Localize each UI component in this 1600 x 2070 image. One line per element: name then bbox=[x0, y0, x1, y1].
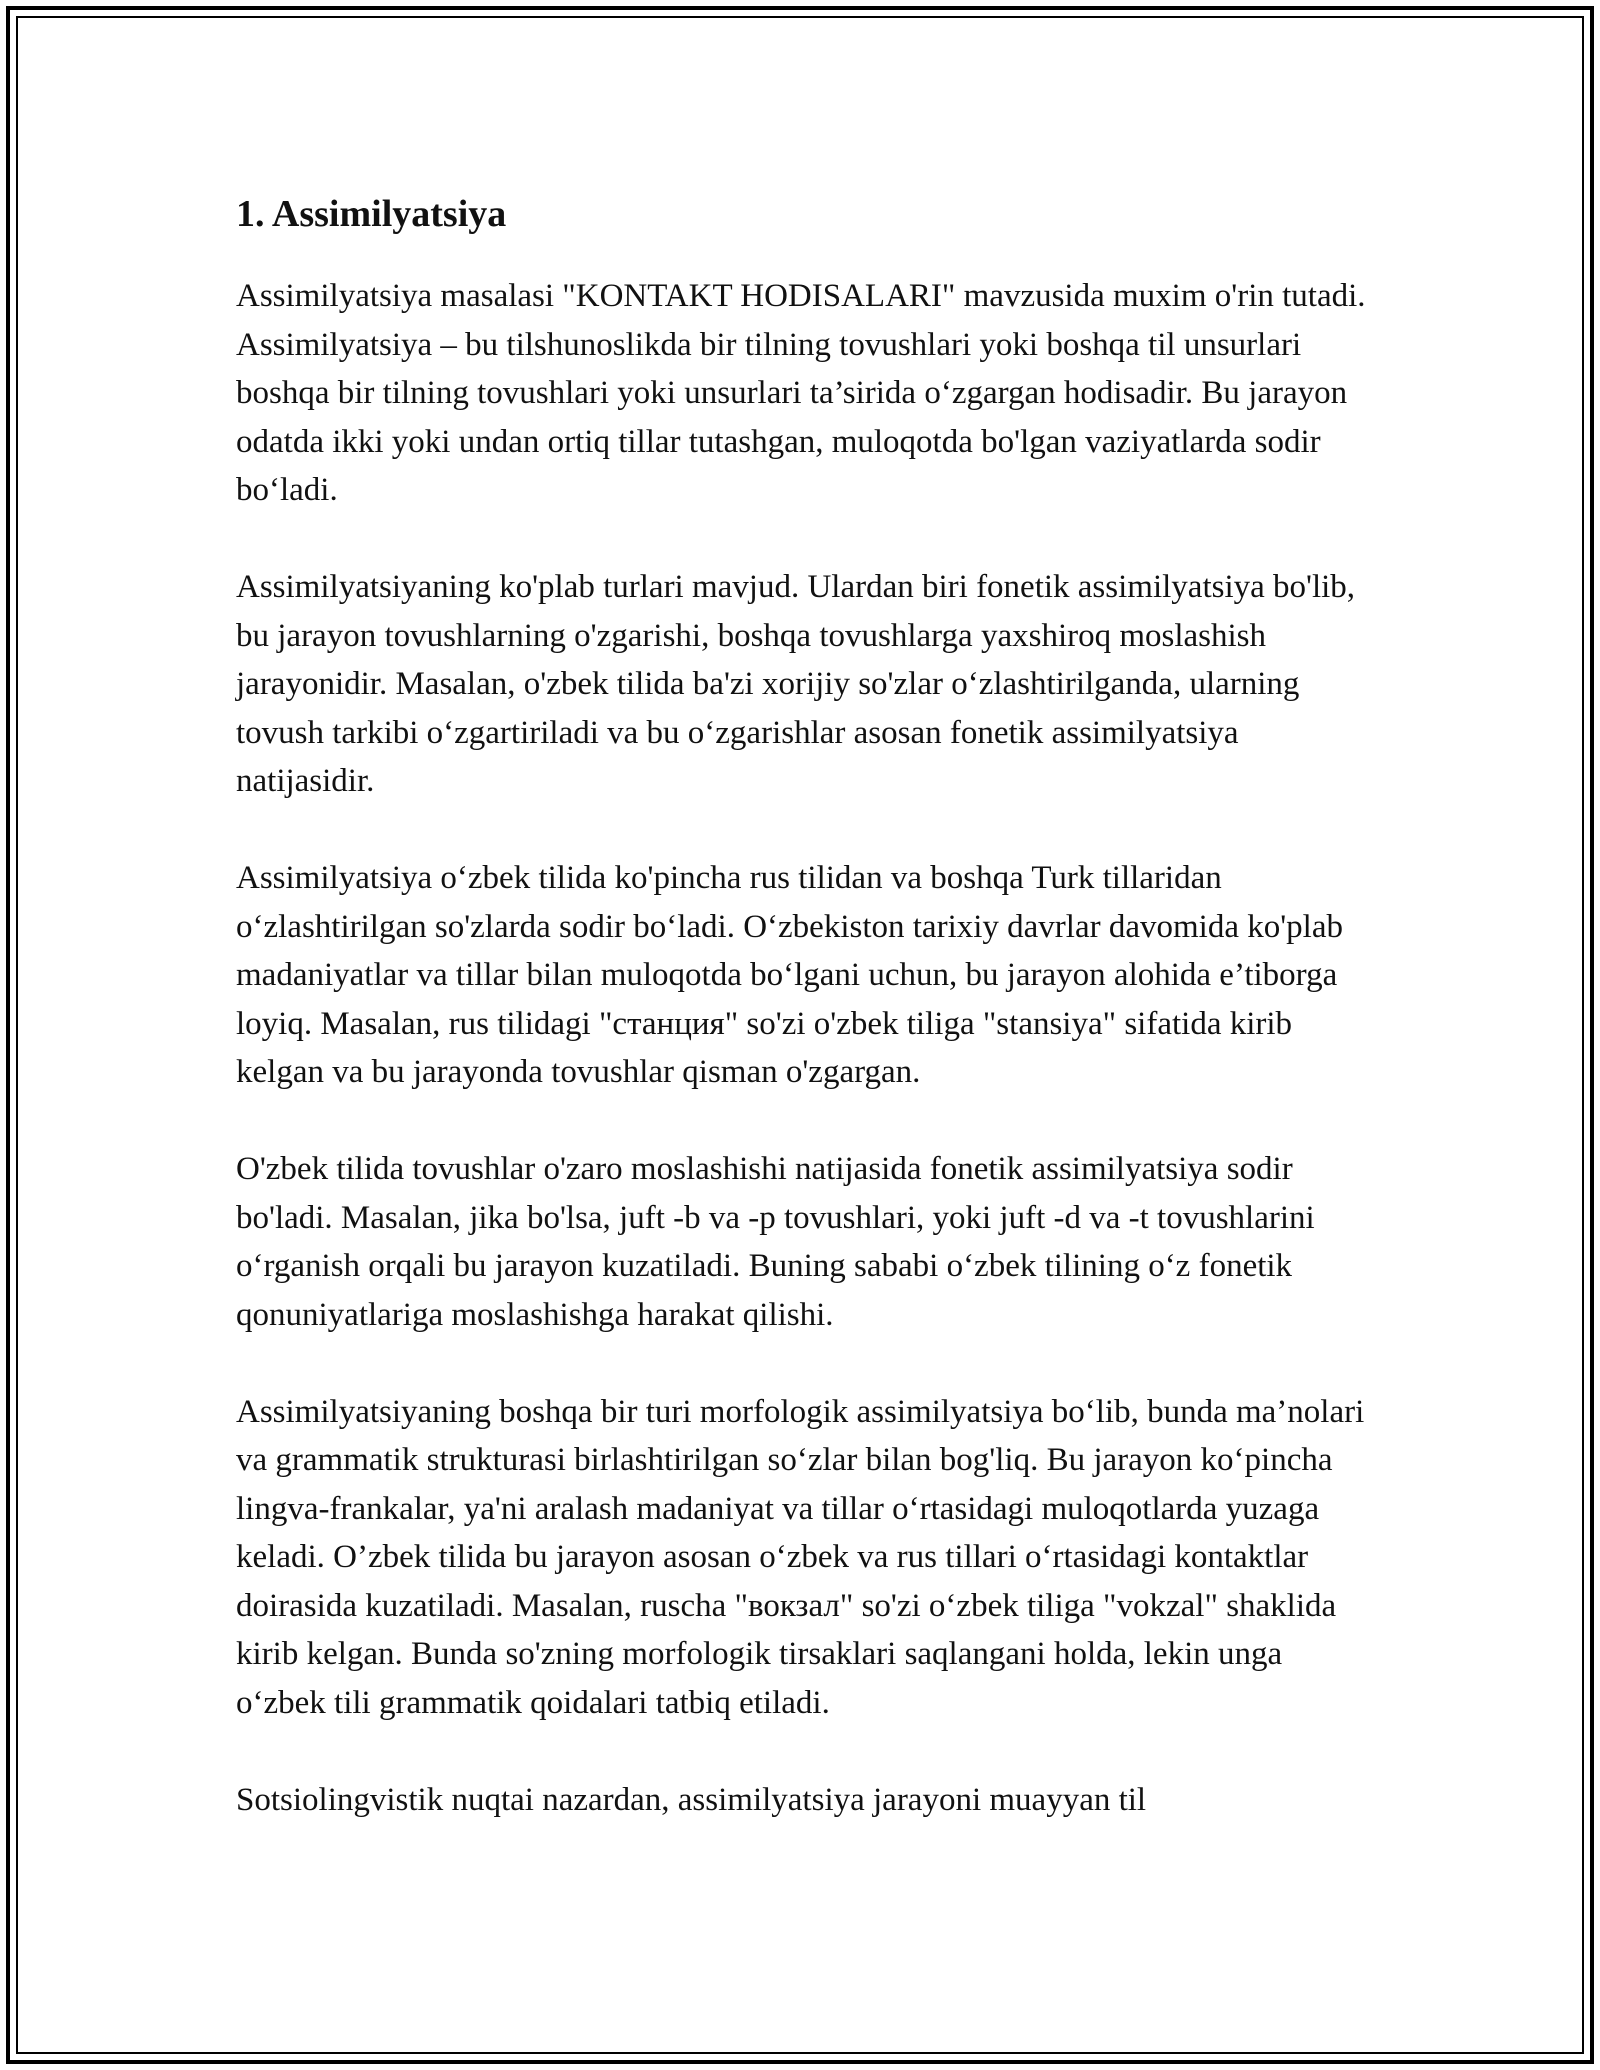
section-heading: 1. Assimilyatsiya bbox=[236, 193, 507, 235]
paragraph-5: Assimilyatsiyaning boshqa bir turi morfologik assimilyatsiya bo‘lib, bunda ma’nolari va grammatik strukturasi birlashtirilgan so‘zlar bilan bog'liq. Bu jarayon ko‘pincha lingva-frankalar, ya'ni aralash madaniyat va tillar o‘rtasidagi muloqotlarda yuzaga keladi. O’zbek tilida bu jarayon asosan o‘zbek va rus tillari o‘rtasidagi kontaktlar doirasida kuzatiladi. Masalan, ruscha "вокзал" so'zi o‘zbek tiliga "vokzal" shaklida kirib kelgan. Bunda so'zning morfologik tirsaklari saqlangani holda, lekin unga o‘zbek tili grammatik qoidalari tatbiq etiladi. bbox=[236, 1393, 1365, 1721]
paragraph-6: Sotsiolingvistik nuqtai nazardan, assimilyatsiya jarayoni muayyan til bbox=[236, 1781, 1147, 1818]
paragraph-4: O'zbek tilida tovushlar o'zaro moslashishi natijasida fonetik assimilyatsiya sodir bo'ladi. Masalan, jika bo'lsa, juft -b va -p tovushlari, yoki juft -d va -t tovushlarini o‘rganish orqali bu jarayon kuzatiladi. Buning sababi o‘zbek tilining o‘z fonetik qonuniyatlariga moslashishga harakat qilishi. bbox=[236, 1151, 1315, 1333]
paragraph-3: Assimilyatsiya o‘zbek tilida ko'pincha rus tilidan va boshqa Turk tillaridan o‘zlashtirilgan so'zlarda sodir bo‘ladi. O‘zbekiston tarixiy davrlar davomida ko'plab madaniyatlar va tillar bilan muloqotda bo‘lgani uchun, bu jarayon alohida e’tiborga loyiq. Masalan, rus tilidagi "станция" so'zi o'zbek tiliga "stansiya" sifatida kirib kelgan va bu jarayonda tovushlar qisman o'zgargan. bbox=[236, 860, 1343, 1090]
document-body bbox=[236, 184, 1366, 1824]
paragraph-1: Assimilyatsiya masalasi "KONTAKT HODISALARI" mavzusida muxim o'rin tutadi. Assimilyatsiya – bu tilshunoslikda bir tilning tovushlari yoki boshqa til unsurlari boshqa bir tilning tovushlari yoki unsurlari ta’sirida o‘zgargan hodisadir. Bu jarayon odatda ikki yoki undan ortiq tillar tutashgan, muloqotda bo'lgan vaziyatlarda sodir bo‘ladi. bbox=[236, 278, 1366, 508]
paragraph-2: Assimilyatsiyaning ko'plab turlari mavjud. Ulardan biri fonetik assimilyatsiya bo'lib, bu jarayon tovushlarning o'zgarishi, boshqa tovushlarga yaxshiroq moslashish jarayonidir. Masalan, o'zbek tilida ba'zi xorijiy so'zlar o‘zlashtirilganda, ularning tovush tarkibi o‘zgartiriladi va bu o‘zgarishlar asosan fonetik assimilyatsiya natijasidir. bbox=[236, 569, 1356, 799]
